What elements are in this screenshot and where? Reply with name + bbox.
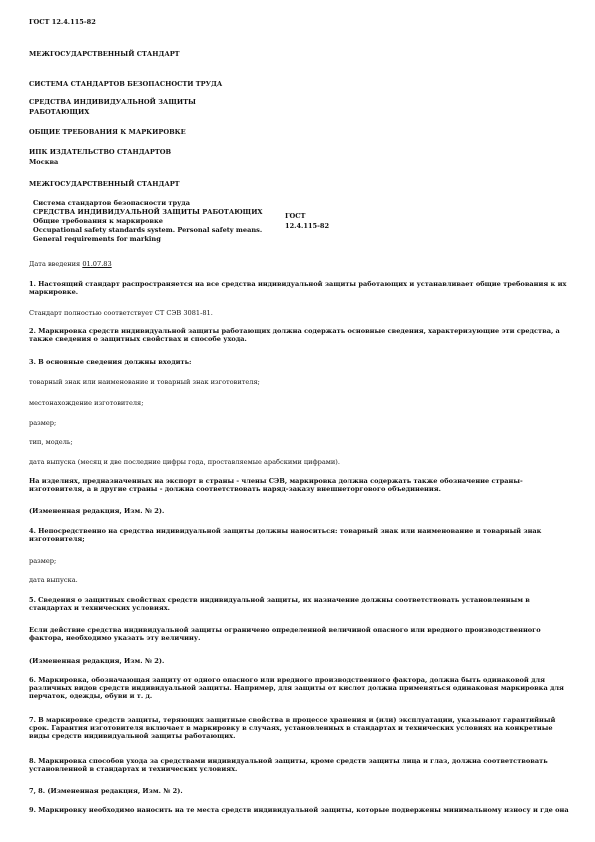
standards-system-heading: СИСТЕМА СТАНДАРТОВ БЕЗОПАСНОСТИ ТРУДА <box>29 80 223 88</box>
amendment-note-3: 7, 8. (Измененная редакция, Изм. № 2). <box>29 787 183 795</box>
paragraph-1: 1. Настоящий стандарт распространяется на все средства индивидуальной защиты работающих и устанавливает общие требования к их маркировке. <box>29 280 567 297</box>
header-left-line-3: Общие требования к маркировке <box>33 217 163 225</box>
publisher-city: Москва <box>29 158 59 166</box>
paragraph-4: 4. Непосредственно на средства индивидуальной защиты должны наноситься: товарный знак или наименование и товарный знак изготовителя; <box>29 527 542 544</box>
header-right-code: 12.4.115-82 <box>285 222 330 230</box>
title-line-2: РАБОТАЮЩИХ <box>29 108 90 116</box>
requirements-heading: ОБЩИЕ ТРЕБОВАНИЯ К МАРКИРОВКЕ <box>29 128 186 136</box>
interstate-standard-heading-2: МЕЖГОСУДАРСТВЕННЫЙ СТАНДАРТ <box>29 180 180 188</box>
paragraph-5-limit: Если действие средства индивидуальной защиты ограничено определенной величиной опасного или вредного производственного фактора, необходимо указать эту величину. <box>29 626 541 643</box>
amendment-note-1: (Измененная редакция, Изм. № 2). <box>29 507 165 515</box>
header-left-line-5: General requirements for marking <box>33 235 161 243</box>
paragraph-2: 2. Маркировка средств индивидуальной защиты работающих должна содержать основные сведения, характеризующие эти средства, а также сведения о защитных свойствах и способе ухода. <box>29 327 560 344</box>
header-left-line-2: СРЕДСТВА ИНДИВИДУАЛЬНОЙ ЗАЩИТЫ РАБОТАЮЩИХ <box>33 208 263 216</box>
document-code: ГОСТ 12.4.115-82 <box>29 18 96 26</box>
publisher-name: ИПК ИЗДАТЕЛЬСТВО СТАНДАРТОВ <box>29 148 172 156</box>
paragraph-3-item-date: дата выпуска (месяц и две последние цифры года, проставляемые арабскими цифрами). <box>29 458 340 466</box>
paragraph-3-item-type: тип, модель; <box>29 438 73 446</box>
paragraph-export: На изделиях, предназначенных на экспорт в страны - члены СЭВ, маркировка должна содержать также обозначение страны-изготовителя, а в другие страны - должна соответствовать наряд-заказу внешнеторгового объединения. <box>29 477 523 494</box>
paragraph-9: 9. Маркировку необходимо наносить на те места средств индивидуальной защиты, которые подвержены минимальному износу и где она <box>29 806 569 814</box>
header-right-label: ГОСТ <box>285 212 306 220</box>
introduction-date <box>29 260 112 268</box>
paragraph-4-item-date: дата выпуска. <box>29 576 78 584</box>
paragraph-standard-compliance: Стандарт полностью соответствует СТ СЭВ 3081-81. <box>29 309 213 317</box>
paragraph-3-item-trademark: товарный знак или наименование и товарный знак изготовителя; <box>29 378 260 386</box>
paragraph-5: 5. Сведения о защитных свойствах средств индивидуальной защиты, их назначение должны соответствовать установленным в стандартах и технических условиях. <box>29 596 530 613</box>
paragraph-3-item-size: размер; <box>29 419 57 427</box>
introduction-date-value: 01.07.83 <box>82 260 112 268</box>
introduction-date-label: Дата введения <box>29 260 83 268</box>
header-left-line-1: Система стандартов безопасности труда <box>33 199 190 207</box>
paragraph-3-item-location: местонахождение изготовителя; <box>29 399 144 407</box>
paragraph-4-item-size: размер; <box>29 557 57 565</box>
amendment-note-2: (Измененная редакция, Изм. № 2). <box>29 657 165 665</box>
paragraph-6: 6. Маркировка, обозначающая защиту от одного опасного или вредного производственного фактора, должна быть одинаковой для различных видов средств индивидуальной защиты. Например, для защиты от кислот должна применяться одинаковая маркировка для перчаток, одежды, обуви и т. д. <box>29 676 564 701</box>
interstate-standard-heading: МЕЖГОСУДАРСТВЕННЫЙ СТАНДАРТ <box>29 50 180 58</box>
header-left-line-4: Occupational safety standards system. Personal safety means. <box>33 226 263 234</box>
paragraph-3: 3. В основные сведения должны входить: <box>29 358 192 366</box>
title-line-1: СРЕДСТВА ИНДИВИДУАЛЬНОЙ ЗАЩИТЫ <box>29 98 196 106</box>
paragraph-7: 7. В маркировке средств защиты, теряющих защитные свойства в процессе хранения и (или) эксплуатации, указывают гарантийный срок. Гарантия изготовителя включает в маркировку в случаях, установленных в стандартах и технических условиях на конкретные виды средств индивидуальной защиты работающих. <box>29 716 556 741</box>
paragraph-8: 8. Маркировка способов ухода за средствами индивидуальной защиты, кроме средств защиты лица и глаз, должна соответствовать установленной в стандартах и технических условиях. <box>29 757 548 774</box>
